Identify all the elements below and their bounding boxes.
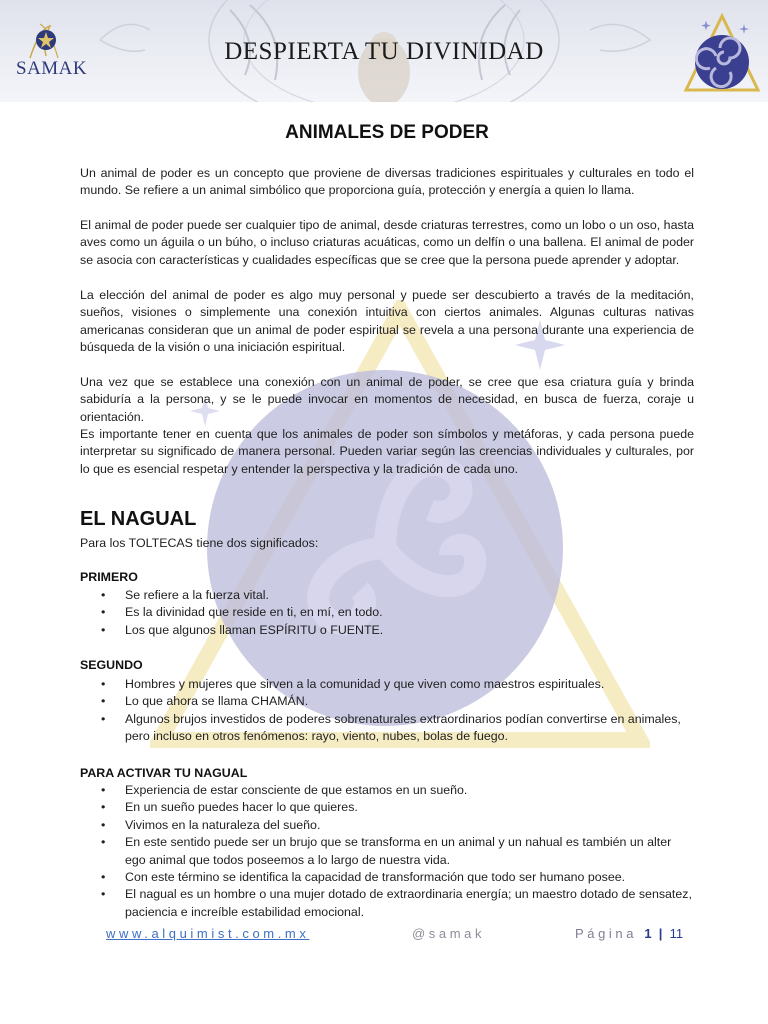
list-item-text: El nagual es un hombre o una mujer dotado de extraordinaria energía; un maestro dotado de sensatez, paciencia e increíble estabilidad emocional.	[125, 887, 692, 919]
social-handle: @samak	[412, 926, 486, 941]
list-item	[80, 869, 694, 886]
bullet: •	[101, 605, 106, 620]
list-item-text: Algunos brujos investidos de poderes sobrenaturales extraordinarios podían convertirse en animales, pero incluso en otros fenómenos: rayo, viento, nubes, bolas de fuego.	[125, 711, 681, 744]
subsection-title-activar-nagual: PARA ACTIVAR TU NAGUAL	[80, 766, 248, 780]
bullet: •	[101, 677, 106, 691]
list-item	[80, 834, 694, 869]
bullet: •	[101, 694, 106, 709]
bullet: •	[101, 711, 106, 726]
page-separator: |	[658, 926, 663, 941]
list-item-text: Con este término se identifica la capacidad de transformación que todo ser humano posee.	[125, 870, 626, 885]
list-item	[80, 799, 694, 816]
paragraph-2: El animal de poder puede ser cualquier tipo de animal, desde criaturas terrestres, como un lobo o un oso, hasta aves como un águila o un búho, o incluso criaturas acuáticas, como un delfín o una ballena. El animal de poder se asocia con características y cualidades específicas que se cree que la persona puede aprender y adoptar.	[80, 218, 694, 267]
list-item	[80, 817, 694, 834]
list-segundo	[80, 676, 694, 746]
list-primero	[80, 587, 694, 639]
samak-logo-text: SAMAK	[16, 58, 88, 79]
paragraph-4: Una vez que se establece una conexión con un animal de poder, se cree que esa criatura guía y brinda sabiduría a la persona, y se le puede invocar en momentos de necesidad, en busca de fuerza, coraje u orientación.	[80, 375, 694, 424]
list-item	[80, 886, 694, 921]
section-intro: Para los TOLTECAS tiene dos significados:	[80, 536, 319, 550]
list-item-text: En un sueño puedes hacer lo que quieres.	[125, 800, 358, 815]
list-item-text: Se refiere a la fuerza vital.	[125, 588, 269, 602]
list-item	[80, 711, 694, 746]
paragraph-1: Un animal de poder es un concepto que proviene de diversas tradiciones espirituales y culturales en todo el mundo. Se refiere a un animal simbólico que proporciona guía, protección y energía a quien lo llama.	[80, 166, 694, 198]
list-item	[80, 604, 694, 621]
page-number: 1	[644, 926, 652, 941]
list-item	[80, 676, 694, 693]
bullet: •	[101, 622, 106, 637]
paragraph-3: La elección del animal de poder es algo muy personal y puede ser descubierto a través de la meditación, sueños, visiones o simplemente una conexión intuitiva con ciertos animales. Algunas culturas nativas americanas consideran que un animal de poder espiritual se revela a una persona durante una experiencia de búsqueda de la visión o una iniciación espiritual.	[80, 288, 694, 355]
bullet: •	[101, 870, 106, 885]
list-item-text: Es la divinidad que reside en ti, en mí, en todo.	[125, 605, 383, 620]
document-title: ANIMALES DE PODER	[285, 122, 489, 143]
section-title-el-nagual: EL NAGUAL	[80, 508, 197, 530]
bullet: •	[101, 588, 106, 602]
header-title: DESPIERTA TU DIVINIDAD	[224, 38, 544, 65]
paragraph-5: Es importante tener en cuenta que los animales de poder son símbolos y metáforas, y cada persona puede interpretar su significado de manera personal. Pueden variar según las creencias individuales y culturales, por lo que es esencial respetar y entender la perspectiva y la tradición de cada uno.	[80, 427, 694, 476]
page-header	[0, 0, 768, 102]
bullet: •	[101, 817, 106, 832]
list-item	[80, 693, 694, 710]
subsection-title-primero: PRIMERO	[80, 570, 138, 584]
list-item	[80, 587, 694, 604]
list-item-text: Lo que ahora se llama CHAMÁN.	[125, 694, 309, 709]
bullet: •	[101, 783, 106, 797]
list-item-text: Hombres y mujeres que sirven a la comunidad y que viven como maestros espirituales.	[125, 677, 605, 691]
list-item-text: Los que algunos llaman ESPÍRITU o FUENTE.	[125, 622, 384, 637]
page-indicator	[575, 926, 683, 941]
list-item-text: En este sentido puede ser un brujo que se transforma en un animal y un nahual es también un alter ego animal que todos poseemos a lo largo de nuestra vida.	[125, 835, 672, 867]
bullet: •	[101, 835, 106, 850]
page-footer	[0, 926, 768, 946]
list-item-text: Vivimos en la naturaleza del sueño.	[125, 817, 321, 832]
triskelion-triangle-logo-icon	[682, 10, 762, 96]
page-label: Página	[575, 926, 638, 941]
list-item	[80, 782, 694, 799]
bullet: •	[101, 800, 106, 815]
subsection-title-segundo: SEGUNDO	[80, 658, 143, 672]
bullet: •	[101, 887, 106, 902]
list-item-text: Experiencia de estar consciente de que estamos en un sueño.	[125, 783, 468, 797]
list-item	[80, 622, 694, 639]
website-link[interactable]: www.alquimist.com.mx	[106, 926, 310, 941]
list-activar-nagual	[80, 782, 694, 921]
total-pages: 11	[669, 926, 684, 941]
